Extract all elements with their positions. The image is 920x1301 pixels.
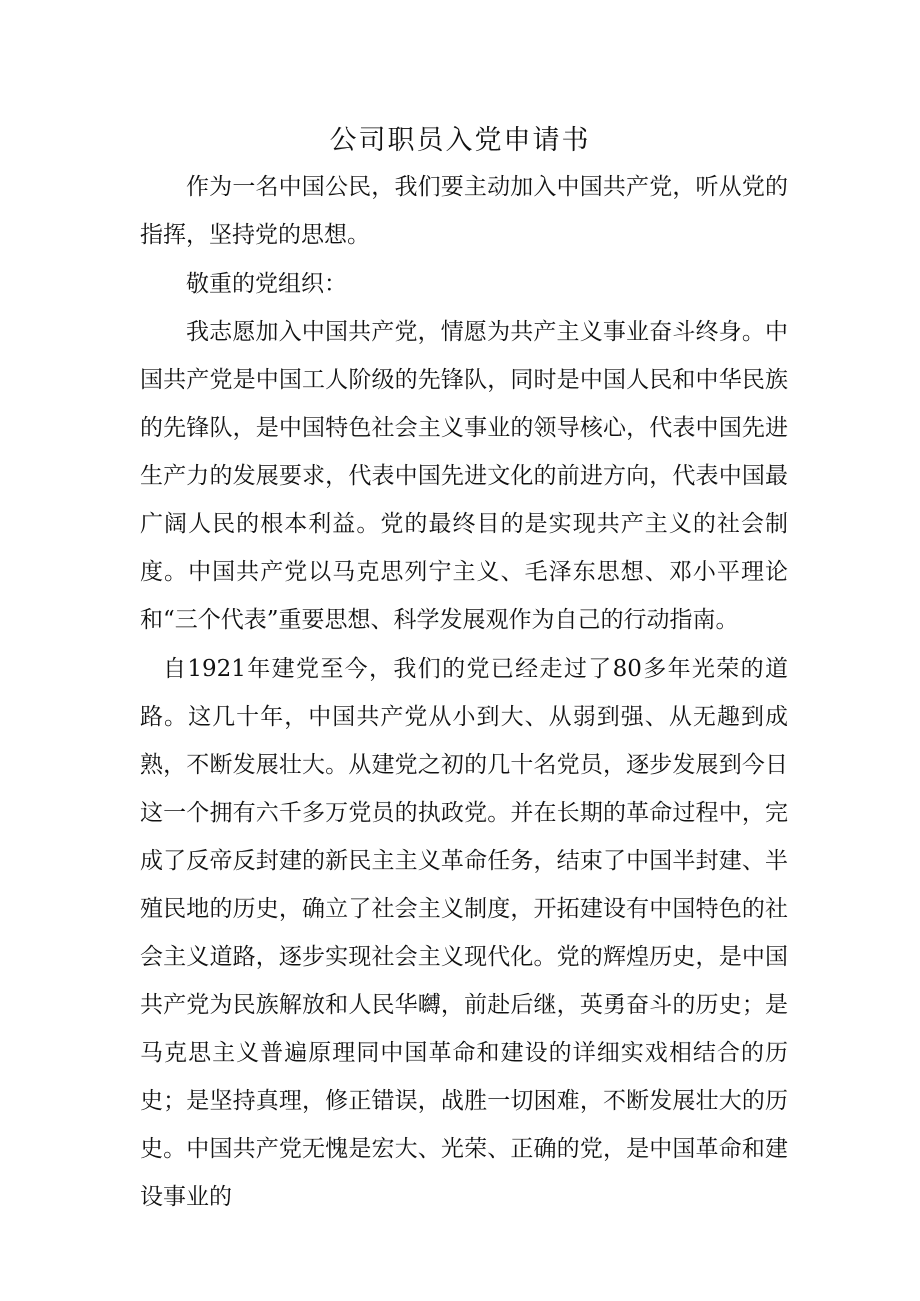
document-title: 公司职员入党申请书 — [329, 125, 591, 156]
body-paragraph: 自1921年建党至今，我们的党已经走过了80多年光荣的道路。这几十年，中国共产党从小到大、从弱到强、从无趣到成熟，不断发展壮大。从建党之初的几十名党员，逐步发展到今日这一个拥有六千多万党员的执政党。并在长期的革命过程中，完成了反帝反封建的新民主主义革命任务，结束了中国半封建、半殖民地的历史，确立了社会主义制度，开拓建设有中国特色的社会主义道路，逐步实现社会主义现代化。党的辉煌历史，是中国共产党为民族解放和人民华嚩，前赴后继，英勇奋斗的历史；是马克思主义普遍原理同中国革命和建设的详细实戏相结合的历史；是坚持真理，修正错误，战胜一切困难，不断发展壮大的历史。中国共产党无愧是宏大、光荣、正确的党，是中国革命和建设事业的 — [140, 656, 788, 1210]
salutation: 敬重的党组织： — [186, 271, 347, 297]
intro-paragraph: 作为一名中国公民，我们要主动加入中国共产党，听从党的指挥，坚持党的思想。 — [140, 174, 788, 248]
body-paragraph: 我志愿加入中国共产党，情愿为共产主义事业奋斗终身。中国共产党是中国工人阶级的先锋队，同时是中国人民和中华民族的先锋队，是中国特色社会主义事业的领导核心，代表中国先进生产力的发展要求，代表中国先进文化的前进方向，代表中国最广阔人民的根本利益。党的最终目的是实现共产主义的社会制度。中国共产党以马克思列宁主义、毛泽东思想、邓小平理论和“三个代表”重要思想、科学发展观作为自己的行动指南。 — [140, 319, 788, 633]
